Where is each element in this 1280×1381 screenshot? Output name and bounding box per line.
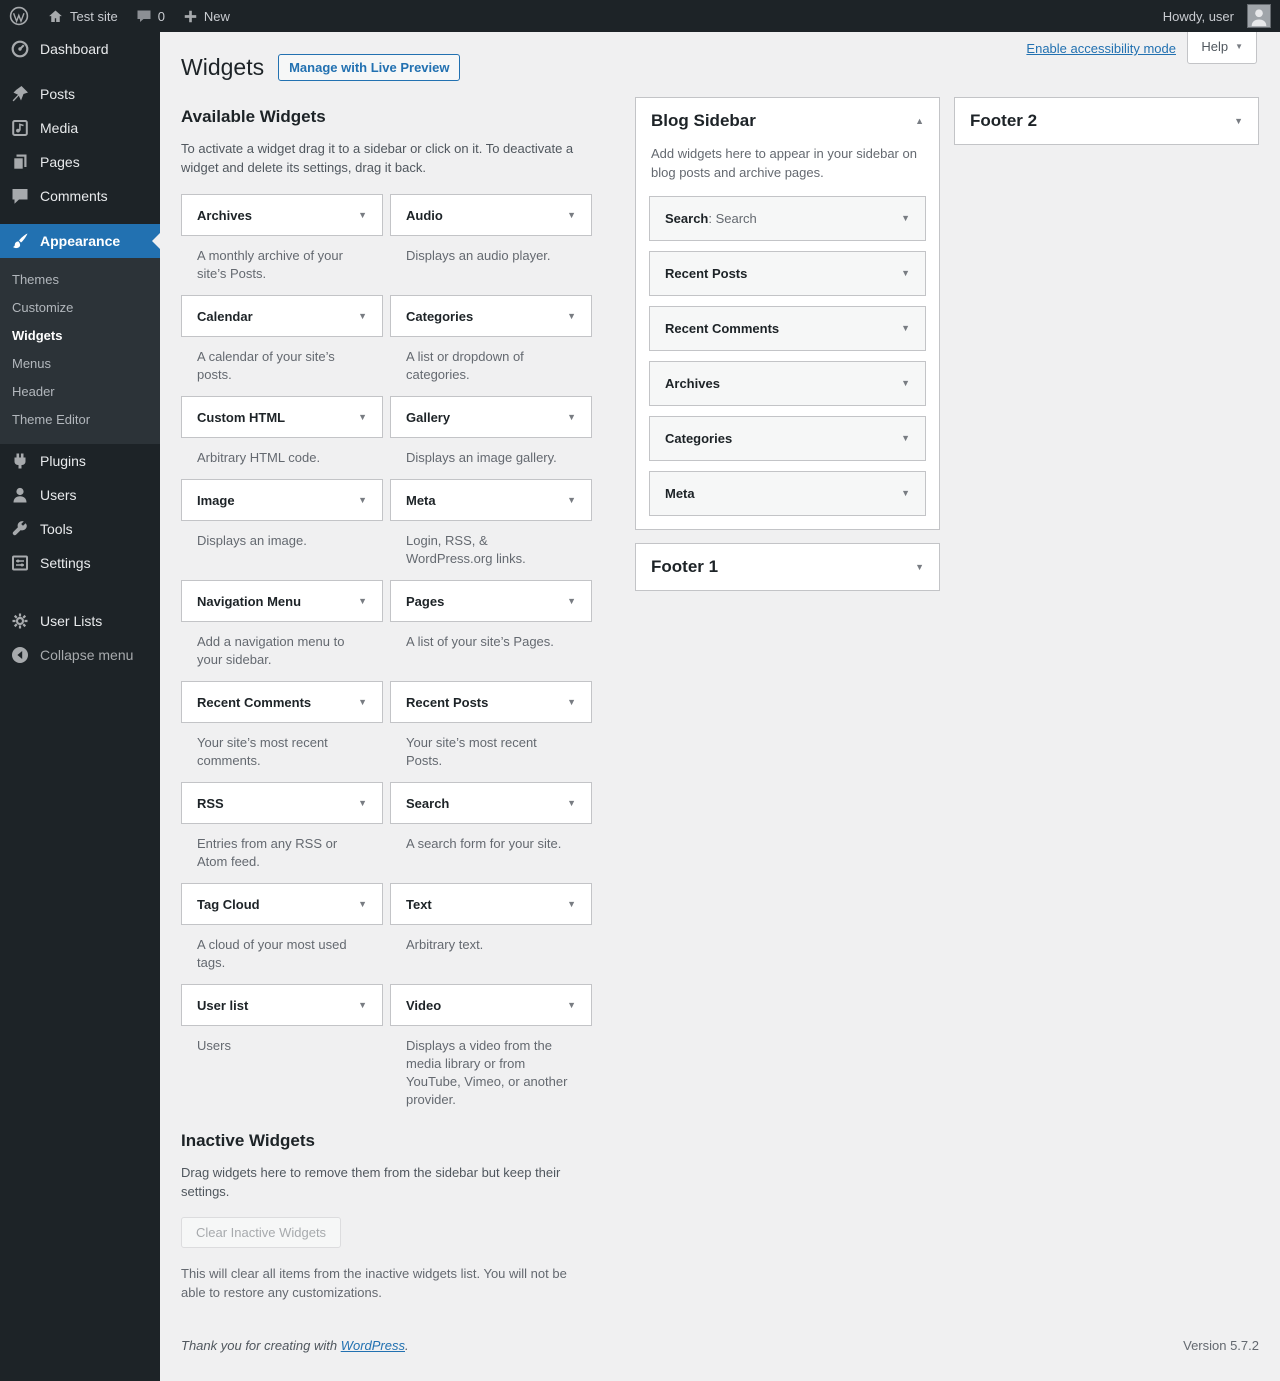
chevron-down-icon[interactable]: ▼: [567, 494, 576, 505]
admin-footer: [181, 1338, 1259, 1353]
widget-title: Meta: [406, 492, 436, 508]
sidebar-item-pages[interactable]: [0, 145, 160, 179]
widget-title: Text: [406, 896, 432, 912]
sidebar-item-label: Users: [40, 487, 77, 503]
sidebar-item-label: Appearance: [40, 233, 121, 249]
blog-sidebar-widgets: [636, 186, 939, 529]
available-widget: [390, 479, 592, 568]
chevron-down-icon[interactable]: ▼: [358, 209, 367, 220]
chevron-down-icon[interactable]: ▼: [567, 999, 576, 1010]
widget-title: Audio: [406, 207, 443, 223]
chevron-down-icon[interactable]: ▼: [358, 696, 367, 707]
sidebar-widget[interactable]: [649, 196, 926, 241]
gear-icon: [10, 611, 30, 631]
chevron-down-icon[interactable]: ▼: [901, 323, 910, 333]
sidebar-item-label: Pages: [40, 154, 80, 170]
sidebars-column-2: [954, 97, 1259, 158]
menu-separator: [0, 580, 160, 604]
panel-title: Footer 2: [970, 111, 1038, 130]
widget-description: Displays an audio player.: [406, 248, 551, 263]
sidebar-item-label: Media: [40, 120, 79, 136]
footer1-panel: [635, 543, 940, 591]
chevron-down-icon[interactable]: ▼: [358, 797, 367, 808]
sidebar-widget[interactable]: [649, 251, 926, 296]
panel-title: Footer 1: [651, 557, 719, 576]
widget-title: Calendar: [197, 308, 253, 324]
widget-title: RSS: [197, 795, 224, 811]
sidebar-item-label: Tools: [40, 521, 73, 537]
version-text: Version 5.7.2: [1183, 1338, 1259, 1353]
chevron-down-icon[interactable]: ▼: [567, 595, 576, 606]
sidebar-item-user-lists[interactable]: [0, 604, 160, 638]
available-widgets-description: To activate a widget drag it to a sidebar or click on it. To deactivate a widget and delete its settings, drag it back.: [181, 141, 574, 175]
menu-separator: [0, 66, 160, 77]
comments-count: 0: [157, 8, 165, 24]
widget-card[interactable]: [181, 194, 383, 236]
inactive-widgets-note: This will clear all items from the inactive widgets list. You will not be able to restore any customizations.: [181, 1266, 567, 1300]
chevron-down-icon[interactable]: ▼: [358, 494, 367, 505]
widget-title: Gallery: [406, 409, 451, 425]
avatar: [1247, 4, 1271, 28]
chevron-down-icon[interactable]: ▼: [901, 213, 910, 223]
settings-icon: [10, 553, 30, 573]
widget-title: Pages: [406, 593, 445, 609]
pages-icon: [10, 152, 30, 172]
available-widget: [181, 479, 383, 568]
widget-description: Your site’s most recent Posts.: [406, 735, 537, 768]
sidebar-widget[interactable]: [649, 361, 926, 406]
chevron-down-icon[interactable]: ▼: [915, 561, 924, 572]
widget-title: Custom HTML: [197, 409, 286, 425]
widget-description: Entries from any RSS or Atom feed.: [197, 836, 338, 869]
chevron-down-icon[interactable]: ▼: [567, 696, 576, 707]
sidebar-item-tools[interactable]: [0, 512, 160, 546]
wrench-icon: [10, 519, 30, 539]
sidebar-item-label: Plugins: [40, 453, 86, 469]
footer-thanks: [181, 1338, 409, 1353]
submenu-item-customize[interactable]: Customize: [12, 300, 74, 315]
chevron-up-icon[interactable]: ▲: [915, 115, 924, 126]
enable-accessibility-link[interactable]: Enable accessibility mode: [1026, 41, 1176, 56]
panel-title: Blog Sidebar: [651, 111, 756, 130]
widget-title: Image: [197, 492, 235, 508]
page-title: Widgets: [181, 54, 265, 80]
widget-description: Your site’s most recent comments.: [197, 735, 328, 768]
widget-title: Navigation Menu: [197, 593, 302, 609]
widget-description: Arbitrary HTML code.: [197, 450, 321, 465]
submenu-item-widgets[interactable]: Widgets: [12, 328, 63, 343]
sidebar-widget-title: Meta: [665, 486, 695, 501]
widget-card[interactable]: [181, 295, 383, 337]
sidebar-widget-subtitle: : Search: [708, 211, 757, 226]
footer1-header[interactable]: [636, 544, 939, 590]
my-account-link[interactable]: [1154, 0, 1280, 32]
sidebar-widget[interactable]: [649, 471, 926, 516]
user-icon: [10, 485, 30, 505]
comments-bubble-icon: [136, 8, 152, 24]
chevron-down-icon[interactable]: ▼: [901, 488, 910, 498]
sidebar-widget[interactable]: [649, 306, 926, 351]
widget-card[interactable]: [181, 479, 383, 521]
widget-description: A list of your site’s Pages.: [406, 634, 554, 649]
thanks-prefix: Thank you for creating with: [181, 1338, 341, 1353]
widget-description: A calendar of your site’s posts.: [197, 349, 335, 382]
sidebar-item-label: User Lists: [40, 613, 103, 629]
available-widget: [390, 194, 592, 283]
wordpress-link[interactable]: WordPress: [340, 1338, 405, 1353]
sidebar-item-dashboard[interactable]: [0, 32, 160, 66]
home-icon: [47, 8, 64, 25]
admin-bar: [0, 0, 1280, 32]
widget-title: Recent Comments: [197, 694, 312, 710]
available-widget: [181, 194, 383, 283]
appearance-submenu: [0, 258, 160, 444]
chevron-down-icon[interactable]: ▼: [901, 268, 910, 278]
widget-description: Add a navigation menu to your sidebar.: [197, 634, 345, 667]
widget-card[interactable]: [181, 396, 383, 438]
sidebar-item-settings[interactable]: [0, 546, 160, 580]
sidebar-item-label: Collapse menu: [40, 647, 134, 663]
widget-card[interactable]: [390, 681, 592, 723]
sidebar-item-plugins[interactable]: [0, 444, 160, 478]
inactive-widgets-section: [181, 1130, 593, 1302]
widget-card[interactable]: [181, 681, 383, 723]
available-widget: [390, 396, 592, 467]
widgets-layout: [181, 97, 1259, 1302]
widget-description: Users: [197, 1038, 231, 1053]
chevron-down-icon[interactable]: ▼: [358, 999, 367, 1010]
sidebar-widget-title: Recent Posts: [665, 266, 748, 281]
chevron-down-icon[interactable]: ▼: [567, 898, 576, 909]
sidebar-widget-title: Archives: [665, 376, 720, 391]
footer2-panel: [954, 97, 1259, 145]
available-widget: [181, 681, 383, 770]
widget-card[interactable]: [181, 782, 383, 824]
plugin-icon: [10, 451, 30, 471]
widget-description: Displays an image.: [197, 533, 307, 548]
chevron-down-icon[interactable]: ▼: [358, 310, 367, 321]
widget-card[interactable]: [390, 396, 592, 438]
comments-bubble-icon: [10, 186, 30, 206]
widget-description: A list or dropdown of categories.: [406, 349, 524, 382]
available-widget: [181, 580, 383, 669]
sidebar-widget[interactable]: [649, 416, 926, 461]
sidebar-item-label: Dashboard: [40, 41, 109, 57]
media-icon: [10, 118, 30, 138]
chevron-down-icon[interactable]: ▼: [358, 411, 367, 422]
widget-title: Tag Cloud: [197, 896, 260, 912]
widget-title: Recent Posts: [406, 694, 489, 710]
dashboard-icon: [10, 39, 30, 59]
chevron-down-icon[interactable]: ▼: [358, 595, 367, 606]
widget-card[interactable]: [390, 194, 592, 236]
widget-description: A monthly archive of your site’s Posts.: [197, 248, 343, 281]
clear-inactive-widgets-button[interactable]: Clear Inactive Widgets: [181, 1217, 341, 1248]
site-name-label: Test site: [70, 8, 118, 24]
widget-description: Login, RSS, & WordPress.org links.: [406, 533, 526, 566]
submenu-item-themes[interactable]: Themes: [12, 272, 59, 287]
sidebar-item-label: Comments: [40, 188, 108, 204]
sidebar-item-comments[interactable]: [0, 179, 160, 213]
available-widgets-grid: [181, 194, 593, 1121]
menu-separator: [0, 213, 160, 224]
widget-description: Displays a video from the media library or from YouTube, Vimeo, or another provider.: [406, 1038, 568, 1107]
widget-title: Categories: [406, 308, 474, 324]
widget-card[interactable]: [390, 580, 592, 622]
widget-card[interactable]: [390, 984, 592, 1026]
available-widget: [181, 883, 383, 972]
blog-sidebar-panel: [635, 97, 940, 530]
widget-card[interactable]: [181, 984, 383, 1026]
chevron-down-icon[interactable]: ▼: [901, 433, 910, 443]
pin-icon: [10, 84, 30, 104]
blog-sidebar-description: Add widgets here to appear in your sidebar on blog posts and archive pages.: [651, 146, 917, 180]
chevron-down-icon[interactable]: ▼: [567, 310, 576, 321]
submenu-item-header[interactable]: Header: [12, 384, 55, 399]
widget-card[interactable]: [390, 295, 592, 337]
thanks-suffix: .: [405, 1338, 409, 1353]
widget-card[interactable]: [390, 883, 592, 925]
chevron-down-icon: ▼: [1235, 42, 1243, 51]
widget-title: Archives: [197, 207, 252, 223]
sidebar-item-posts[interactable]: [0, 77, 160, 111]
page-header: [181, 32, 1259, 82]
wordpress-logo-icon: [9, 6, 29, 26]
available-widget: [181, 984, 383, 1109]
sidebar-item-label: Settings: [40, 555, 91, 571]
site-name-link[interactable]: [38, 0, 127, 32]
new-content-link[interactable]: [174, 0, 239, 32]
available-widgets-section: [181, 97, 593, 1302]
chevron-down-icon[interactable]: ▼: [1234, 115, 1243, 126]
sidebar-item-label: Posts: [40, 86, 76, 102]
footer2-header[interactable]: [955, 98, 1258, 144]
widget-description: A cloud of your most used tags.: [197, 937, 347, 970]
chevron-down-icon[interactable]: ▼: [567, 797, 576, 808]
widget-title: Search: [406, 795, 450, 811]
available-widget: [181, 782, 383, 871]
widget-card[interactable]: [181, 883, 383, 925]
inactive-widgets-description: Drag widgets here to remove them from the sidebar but keep their settings.: [181, 1165, 561, 1199]
available-widget: [390, 295, 592, 384]
main-content: [160, 32, 1280, 1381]
sidebar-widget-title: Recent Comments: [665, 321, 780, 336]
sidebar-item-appearance[interactable]: [0, 224, 160, 258]
widget-card[interactable]: [181, 580, 383, 622]
available-widget: [390, 681, 592, 770]
chevron-down-icon[interactable]: ▼: [358, 898, 367, 909]
available-widget: [390, 984, 592, 1109]
widget-description: Arbitrary text.: [406, 937, 484, 952]
available-widget: [181, 295, 383, 384]
chevron-down-icon[interactable]: ▼: [901, 378, 910, 388]
help-label: Help: [1201, 39, 1229, 54]
sidebar-item-users[interactable]: [0, 478, 160, 512]
widget-description: Displays an image gallery.: [406, 450, 557, 465]
available-widget: [390, 883, 592, 972]
brush-icon: [10, 231, 30, 251]
chevron-down-icon[interactable]: ▼: [567, 411, 576, 422]
plus-icon: [183, 9, 198, 24]
available-widgets-heading: Available Widgets: [181, 107, 326, 126]
howdy-label: Howdy, user: [1162, 8, 1234, 24]
widget-card[interactable]: [390, 479, 592, 521]
new-label: New: [203, 8, 230, 24]
wordpress-logo[interactable]: [0, 0, 38, 32]
collapse-menu-button[interactable]: [0, 638, 160, 672]
chevron-down-icon[interactable]: ▼: [567, 209, 576, 220]
inactive-widgets-heading: Inactive Widgets: [181, 1131, 315, 1150]
help-button[interactable]: [1187, 30, 1257, 64]
widget-description: A search form for your site.: [406, 836, 562, 851]
sidebars-column-1: [635, 97, 940, 604]
manage-live-preview-button[interactable]: Manage with Live Preview: [278, 54, 460, 81]
sidebar-widget-title: Search: Search: [665, 211, 757, 226]
widget-title: User list: [197, 997, 249, 1013]
sidebar-widget-title: Categories: [665, 431, 733, 446]
admin-sidebar: [0, 32, 160, 1381]
sidebar-item-media[interactable]: [0, 111, 160, 145]
available-widget: [390, 580, 592, 669]
blog-sidebar-header[interactable]: [636, 98, 939, 144]
available-widget: [181, 396, 383, 467]
widget-title: Video: [406, 997, 442, 1013]
submenu-item-menus[interactable]: Menus: [12, 356, 52, 371]
comments-link[interactable]: [127, 0, 174, 32]
available-widget: [390, 782, 592, 871]
collapse-arrow-icon: [10, 645, 30, 665]
widget-card[interactable]: [390, 782, 592, 824]
submenu-item-theme-editor[interactable]: Theme Editor: [12, 412, 91, 427]
